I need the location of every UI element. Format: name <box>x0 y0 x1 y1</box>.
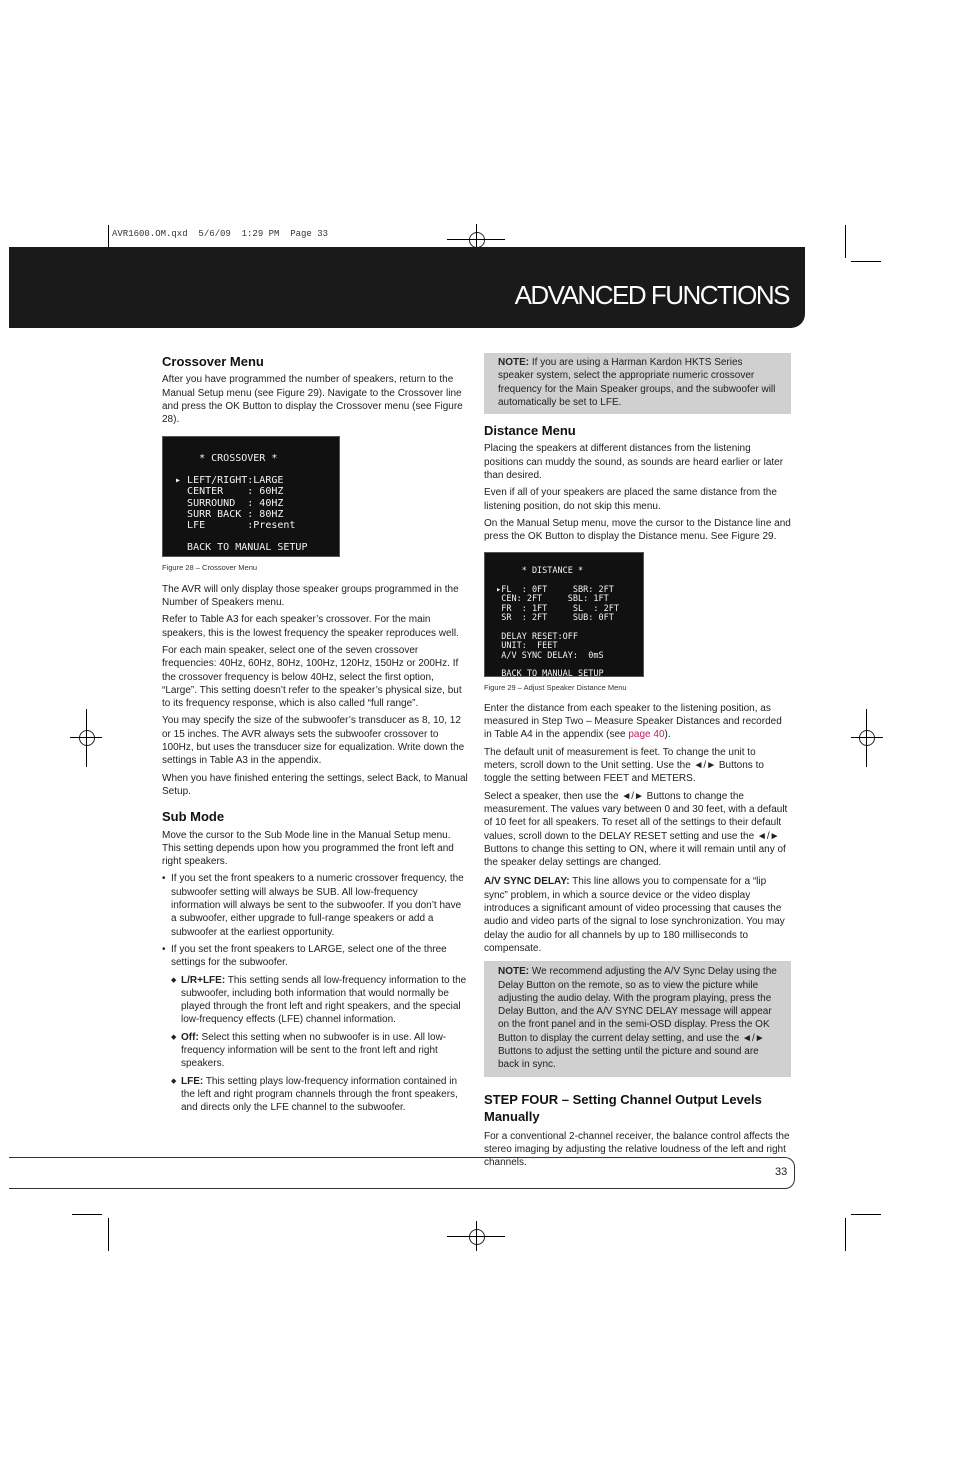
crop-mark <box>845 1218 846 1251</box>
step-four-paragraph: For a conventional 2-channel receiver, the balance control affects the stereo imaging by adjusting the relative loudness of the left and right channels. <box>484 1130 790 1169</box>
sub-mode-options <box>171 974 468 1115</box>
osd-line: SR : 2FT SUB: 0FT <box>491 613 614 623</box>
osd-line: SURROUND : 40HZ <box>169 497 284 509</box>
header-banner <box>9 247 805 328</box>
option-label: L/R+LFE: <box>181 974 226 986</box>
crossover-intro: After you have programmed the number of speakers, return to the Manual Setup menu (see Figure 29). Navigate to the Crossover line and press the OK Button to display the Crossover menu (see Figure 28). <box>162 374 463 426</box>
registration-mark <box>469 232 485 248</box>
footer-rule <box>9 1157 795 1189</box>
registration-mark <box>859 730 875 746</box>
right-column <box>484 353 791 1173</box>
osd-line: LFE :Present <box>169 519 296 531</box>
note-label: NOTE: <box>498 966 530 978</box>
note-box: NOTE: If you are using a Harman Kardon HKTS Series speaker system, select the appropriate numeric crossover frequency for the Main Speaker groups, and the subwoofer will automatically be set to LFE. <box>484 353 791 414</box>
registration-line <box>851 737 883 738</box>
figure-28-caption: Figure 28 – Crossover Menu <box>162 563 258 573</box>
option-label: Off: <box>181 1031 199 1043</box>
page-40-link[interactable]: page 40 <box>628 729 665 741</box>
registration-line <box>866 709 867 767</box>
figure-29-caption: Figure 29 – Adjust Speaker Distance Menu <box>484 682 627 692</box>
note-label: NOTE: <box>498 357 530 368</box>
av-sync-paragraph: A/V SYNC DELAY: This line allows you to compensate for a “lip sync” problem, in which a source device or the video display introduces a significant amount of video processing that causes the audio and video parts of the signal to lose synchronization. You may delay the audio for all channels by up to 180 milliseconds to compensate. <box>484 876 785 954</box>
crossover-paragraph: For each main speaker, select one of the seven crossover frequencies: 40Hz, 60Hz, 80Hz, 100Hz, 120Hz, 150Hz or 200Hz. If the crossover frequency is below 40Hz, select the first option, “Large”. This setting doesn’t refer to the speaker’s physical size, but to its frequency response, which is also called “full range”. <box>162 644 462 710</box>
registration-line <box>86 709 87 767</box>
crossover-menu-screen <box>162 436 340 557</box>
crop-mark <box>851 1214 881 1215</box>
step-four-heading: STEP FOUR – Setting Channel Output Levels Manually <box>484 1091 762 1124</box>
osd-line: * DISTANCE * <box>491 565 584 576</box>
crossover-paragraph: The AVR will only display those speaker groups programmed in the Number of Speakers menu. <box>162 583 459 609</box>
page-number: 33 <box>775 1166 788 1178</box>
crop-mark <box>845 225 846 258</box>
osd-line: ▸ LEFT/RIGHT:LARGE <box>169 475 284 487</box>
crop-mark <box>851 261 881 262</box>
osd-line: BACK TO MANUAL SETUP <box>169 542 308 554</box>
osd-line: FR : 1FT SL : 2FT <box>491 603 619 614</box>
distance-menu-screen <box>484 552 644 680</box>
crop-mark <box>72 1214 102 1215</box>
option-label: LFE: <box>181 1075 204 1087</box>
list-item: • If you set the front speakers to a numeric crossover frequency, the subwoofer setting will always be SUB. All low-frequency information will always be sent to the subwoofer. If you don’t have a subwoofer, either upgrade to full-range speakers or add a subwoofer at the earliest opportunity. <box>162 872 468 938</box>
sub-mode-heading: Sub Mode <box>162 809 225 825</box>
registration-mark <box>79 730 95 746</box>
crossover-paragraph: When you have finished entering the settings, select Back, to Manual Setup. <box>162 772 468 797</box>
crossover-heading: Crossover Menu <box>162 354 264 369</box>
osd-line: * CROSSOVER * <box>169 452 278 464</box>
sub-mode-list <box>162 872 468 1114</box>
list-item: ◆ LFE: This setting plays low-frequency information contained in the left and right program channels through the front speakers, and directs only the LFE channel to the subwoofer. <box>171 1075 468 1115</box>
registration-mark <box>469 1229 485 1245</box>
distance-paragraph: Even if all of your speakers are placed the same distance from the listening position, do not skip this menu. <box>484 487 777 512</box>
slug-line: AVR1600.OM.qxd 5/6/09 1:29 PM Page 33 <box>112 229 329 239</box>
distance-heading: Distance Menu <box>484 423 576 439</box>
av-sync-label: A/V SYNC DELAY: <box>484 876 570 888</box>
crossover-paragraph: You may specify the size of the subwoofer’s transducer as 8, 10, 12 or 15 inches. The AVR always sets the subwoofer crossover to 100Hz, but uses the transducer size for equalization. Write down the settings in Table A3 in the appendix. <box>162 715 465 767</box>
registration-line <box>476 1221 477 1251</box>
osd-line: UNIT: FEET <box>491 641 558 652</box>
distance-paragraph: Placing the speakers at different distances from the listening positions can muddy the sound, as sounds are heard earlier or later than desired. <box>484 443 784 482</box>
osd-line: CEN: 2FT SBL: 1FT <box>491 594 609 605</box>
distance-paragraph: Enter the distance from each speaker to the listening position, as measured in Step Two – Measure Speaker Distances and recorded in Table A4 in the appendix (see page 40). <box>484 702 782 741</box>
osd-line: SURR BACK : 80HZ <box>169 508 284 520</box>
list-item: • If you set the front speakers to LARGE, select one of the three settings for the subwoofer. ◆ L/R+LFE: This setting sends all low-frequency information to the subwoofer, including both information that would normally be played through the front left and right speakers, and the special low-frequency effects (LFE) channel information. ◆ Off: Select this setting when no subwoofer is in use. All low-frequency information will be sent to the front left and right speakers. ◆ LFE: This setting plays low-frequency information contained in the left and right program channels through the front speakers, and directs only the LFE channel to the subwoofer. <box>162 943 468 1115</box>
distance-paragraph: Select a speaker, then use the ◄/► Buttons to change the measurement. The values vary between 0 and 30 feet, with a default of 10 feet for all speakers. To reset all of the settings to their default values, scroll down to the DELAY RESET setting and use the ◄/► Buttons to change this setting to ON, where it will remain until any of the speaker delay settings are changed. <box>484 790 788 869</box>
crossover-paragraph: Refer to Table A3 for each speaker’s crossover. For the main speakers, this is the lowest frequency the speaker reproduces well. <box>162 614 459 639</box>
list-item: ◆ Off: Select this setting when no subwoofer is in use. All low-frequency information will be sent to the front left and right speakers. <box>171 1031 468 1071</box>
page-title: ADVANCED FUNCTIONS <box>514 280 789 310</box>
osd-line: DELAY RESET:OFF <box>491 631 578 642</box>
osd-line: CENTER : 60HZ <box>169 486 284 498</box>
crop-mark <box>108 1218 109 1251</box>
list-item: ◆ L/R+LFE: This setting sends all low-frequency information to the subwoofer, including both information that would normally be played through the front left and right speakers, and the special low-frequency effects (LFE) channel information. <box>171 974 468 1027</box>
distance-paragraph: On the Manual Setup menu, move the cursor to the Distance line and press the OK Button to display the Distance menu. See Figure 29. <box>484 517 791 543</box>
sub-mode-intro: Move the cursor to the Sub Mode line in the Manual Setup menu. This setting depends upon how you programmed the front left and right speakers. <box>162 829 454 868</box>
note-box: NOTE: We recommend adjusting the A/V Sync Delay using the Delay Button on the remote, so as to view the picture while adjusting the audio delay. With the program playing, press the Delay Button, and the A/V SYNC DELAY message will appear on the front panel and in the semi-OSD display. Press the OK Button to display the current delay setting, and use the ◄/► Buttons to adjust the setting until the picture and sound are back in sync. <box>484 961 791 1076</box>
osd-line: ▸FL : 0FT SBR: 2FT <box>491 584 614 595</box>
left-column <box>162 355 468 1118</box>
distance-paragraph: The default unit of measurement is feet. To change the unit to meters, scroll down to the Unit setting. Use the ◄/► Buttons to toggle the setting between FEET and METERS. <box>484 746 764 785</box>
osd-line: BACK TO MANUAL SETUP <box>491 669 604 680</box>
osd-line: A/V SYNC DELAY: 0mS <box>491 650 604 661</box>
